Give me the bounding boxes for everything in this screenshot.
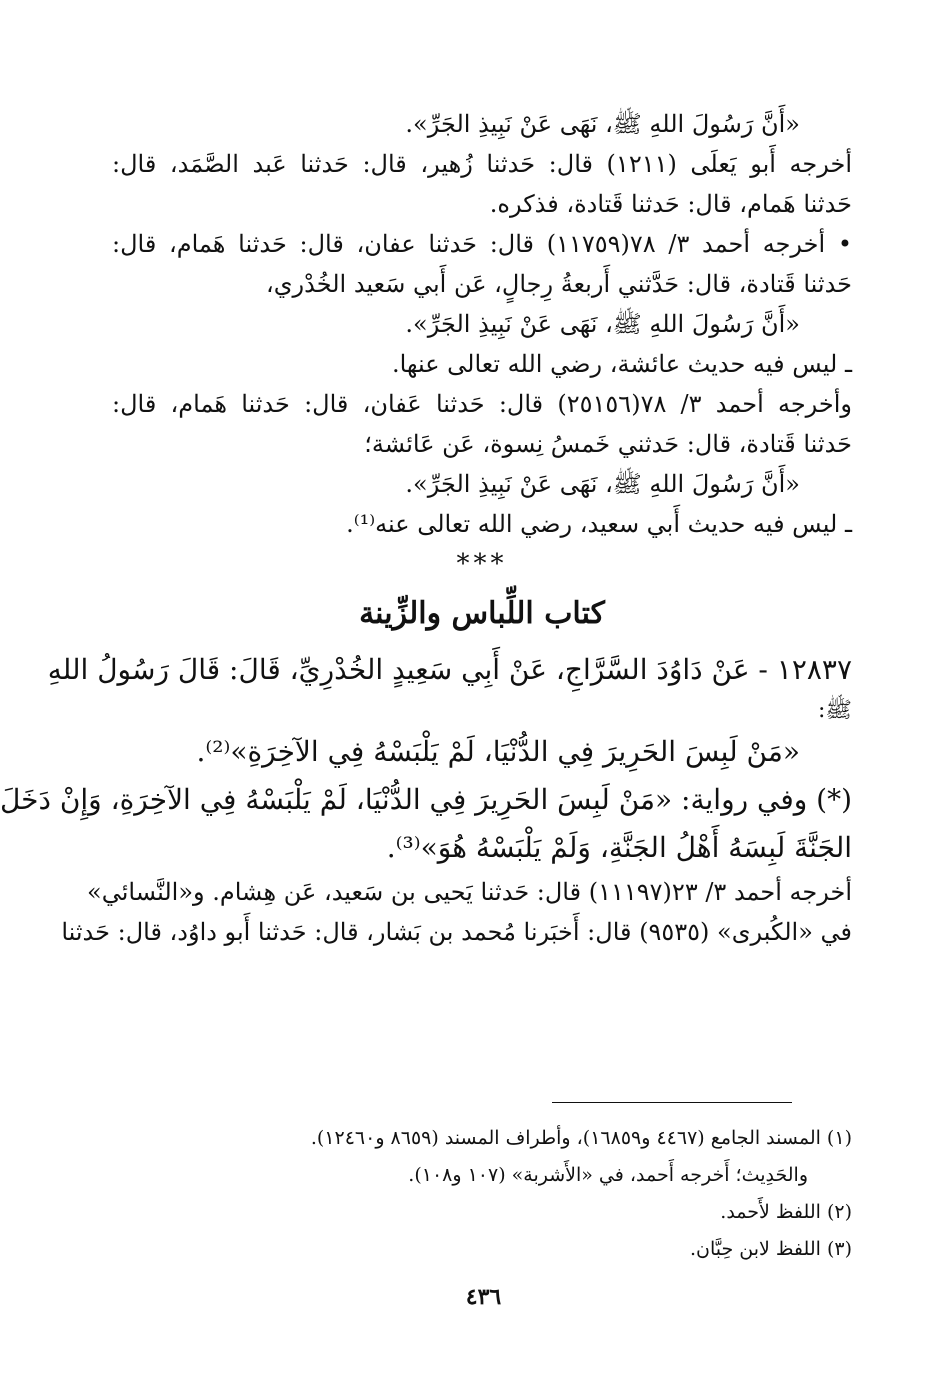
section-separator: *** [456, 549, 508, 579]
takhrij-line: حَدثنا قَتادة، قال: حَدثني خَمسُ نِسوة، عَن عَائشة؛ [364, 430, 852, 458]
hadith-text-line: «مَنْ لَبِسَ الحَرِيرَ فِي الدُّنْيَا، لَمْ يَلْبَسْهُ فِي الآخِرَةِ»⁽²⁾. [196, 735, 800, 768]
takhrij-line: حَدثنا قَتادة، قال: حَدَّثني أَربعةُ رِجالٍ، عَن أَبي سَعيد الخُدْري، [266, 270, 852, 298]
page-body [0, 104, 852, 952]
takhrij-line: في «الكُبرى» (٩٥٣٥) قال: أَخبَرنا مُحمد بن بَشار، قال: حَدثنا أَبو داوُد، قال: حَدثنا [61, 918, 852, 946]
footnote-divider [552, 1102, 792, 1103]
footnote-item: (١) المسند الجامع (٤٤٦٧ و١٦٨٥٩)، وأطراف المسند (٨٦٥٩ و١٢٤٦٠). [310, 1127, 852, 1149]
footnote-item: والحَدِيث؛ أَخرجه أَحمد، في «الأَشربة» (١٠٧ و١٠٨). [408, 1164, 808, 1186]
takhrij-line: وأخرجه أحمد ٣/ ٧٨(٢٥١٥٦) قال: حَدثنا عَفان، قال: حَدثنا هَمام، قال: [112, 390, 852, 418]
hadith-text-line: ١٢٨٣٧ - عَنْ دَاوُدَ السَّرَّاجِ، عَنْ أَبِي سَعِيدٍ الخُدْرِيِّ، قَالَ: قَالَ رَسُولُ اللهِ [47, 653, 852, 686]
hadith-quote-line: «أَنَّ رَسُولَ اللهِ ﷺ، نَهَى عَنْ نَبِيذِ الجَرِّ». [405, 110, 800, 138]
chapter-title: كتاب اللِّباس والزِّينة [359, 596, 605, 631]
footnote-item: (٢) اللفظ لأَحمد. [720, 1201, 852, 1223]
footnote-item: (٣) اللفظ لابن حِبَّان. [689, 1238, 852, 1260]
hadith-quote-line: «أَنَّ رَسُولَ اللهِ ﷺ، نَهَى عَنْ نَبِيذِ الجَرِّ». [405, 310, 800, 338]
hadith-quote-line: «أَنَّ رَسُولَ اللهِ ﷺ، نَهَى عَنْ نَبِيذِ الجَرِّ». [405, 470, 800, 498]
takhrij-line: أخرجه أَبو يَعلَى (١٢١١) قال: حَدثنا زُهير، قال: حَدثنا عَبد الصَّمَد، قال: [112, 150, 852, 178]
page-number: ٤٣٦ [465, 1284, 502, 1310]
note-line: ـ ليس فيه حديث عائشة، رضي الله تعالى عنها. [391, 350, 852, 378]
takhrij-line: حَدثنا هَمام، قال: حَدثنا قَتادة، فذكره. [489, 190, 852, 218]
hadith-text-line: الجَنَّةَ لَبِسَهُ أَهْلُ الجَنَّةِ، وَلَمْ يَلْبَسْهُ هُوَ»⁽³⁾. [386, 831, 852, 864]
takhrij-line: أخرجه أحمد ٣/ ٢٣(١١١٩٧) قال: حَدثنا يَحيى بن سَعيد، عَن هِشام. و«النَّسائي» [87, 878, 852, 906]
hadith-text-line: ﷺ: [818, 698, 852, 723]
note-line: ـ ليس فيه حديث أَبي سعيد، رضي الله تعالى عنه⁽¹⁾. [346, 510, 852, 538]
hadith-text-line: (*) وفي رواية: «مَنْ لَبِسَ الحَرِيرَ فِي الدُّنْيَا، لَمْ يَلْبَسْهُ فِي الآخِرَةِ، وَإِنْ دَخَلَ [0, 783, 852, 816]
takhrij-line: • أخرجه أحمد ٣/ ٧٨(١١٧٥٩) قال: حَدثنا عفان، قال: حَدثنا هَمام، قال: [112, 230, 852, 258]
footnotes [112, 1120, 852, 1268]
